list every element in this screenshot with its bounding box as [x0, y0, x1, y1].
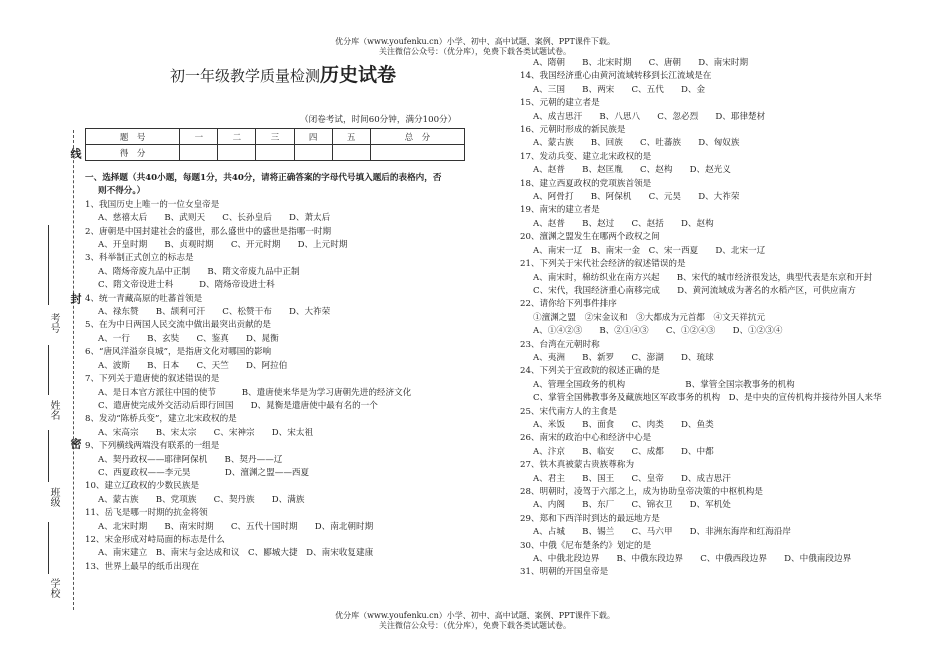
question-stem: 1、我国历史上唯一的一位女皇帝是: [85, 199, 220, 210]
side-feng: 封: [69, 293, 82, 304]
question-options: A、开皇时期 B、贞观时期 C、开元时期 D、上元时期: [98, 240, 348, 251]
question-options: A、波斯 B、日本 C、天竺 D、阿拉伯: [98, 360, 288, 371]
question-stem: 10、建立辽政权的少数民族是: [85, 481, 200, 492]
score-input-cell[interactable]: [218, 145, 256, 161]
question-options: A、赵普 B、赵匡胤 C、赵构 D、赵光义: [533, 165, 731, 176]
question-options: A、禄东赞 B、颉利可汗 C、松赞干布 D、大祚荣: [98, 307, 331, 318]
class-field[interactable]: [48, 430, 49, 482]
question-options: A、阿骨打 B、阿保机 C、元昊 D、大祚荣: [533, 192, 740, 203]
question-options: A、君主 B、国王 C、皇帝 D、成吉思汗: [533, 473, 731, 484]
name-field[interactable]: [48, 345, 49, 395]
score-input-cell[interactable]: [294, 145, 332, 161]
question-stem: 3、科举制正式创立的标志是: [85, 253, 194, 264]
title-prefix: 初一年级教学质量检测: [170, 67, 321, 85]
side-mi: 密: [69, 438, 82, 449]
question-stem: 7、下列关于遣唐使的叙述错误的是: [85, 374, 220, 385]
question-stem: 21、下列关于宋代社会经济的叙述错误的是: [520, 259, 686, 270]
right-column: [520, 57, 882, 580]
question-options: ①澶渊之盟 ②宋金议和 ③大都成为元首都 ④文天祥抗元: [533, 312, 766, 323]
side-xian: 线: [69, 148, 82, 159]
question-stem: 18、建立西夏政权的党项族首领是: [520, 178, 652, 189]
question-options: A、蒙古族 B、回族 C、吐蕃族 D、匈奴族: [533, 138, 740, 149]
label-school: 学校: [48, 578, 59, 598]
question-options: A、赵普 B、赵过 C、赵括 D、赵构: [533, 218, 714, 229]
question-options: C、宋代，我国经济重心南移完成 D、黄河流域成为著名的水稻产区，可供应南方: [533, 285, 856, 296]
question-stem: 2、唐朝是中国封建社会的盛世，那么盛世中的盛世是指哪一时期: [85, 226, 332, 237]
question-stem: 9、下列横线两端没有联系的一组是: [85, 441, 220, 452]
question-options: A、米饭 B、面食 C、肉类 D、鱼类: [533, 419, 714, 430]
question-options: A、隋朝 B、北宋时期 C、唐朝 D、南宋时期: [533, 58, 749, 68]
section-heading: 一、选择题（共40小题，每题1分，共40分，请将正确答案的字母代号填入题后的表格内，否: [85, 173, 442, 183]
question-stem: 14、我国经济重心由黄河流域转移到长江流域是在: [520, 71, 712, 82]
question-options: A、汴京 B、临安 C、成都 D、中都: [533, 446, 714, 457]
question-options: C、掌管全国佛教事务及藏族地区军政事务的机构 D、是中央的宣传机构并接待外国人来华: [533, 393, 882, 404]
question-options: A、三国 B、两宋 C、五代 D、金: [533, 84, 706, 95]
question-options: A、南宋一辽 B、南宋一金 C、宋一西夏 D、北宋一辽: [533, 245, 766, 256]
question-stem: 28、明朝时，凌驾于六部之上，成为协助皇帝决策的中枢机构是: [520, 487, 763, 497]
question-options: A、隋炀帝废九品中正制 B、隋文帝废九品中正制: [98, 266, 300, 277]
question-stem: 29、郑和下西洋时到达的最远地方是: [520, 513, 660, 524]
question-stem: 22、请你给下列事件排序: [520, 299, 617, 310]
question-stem: 6、“唐风洋溢奈良城”，是指唐文化对哪国的影响: [85, 347, 272, 358]
question-stem: 16、元朝时形成的新民族是: [520, 125, 626, 136]
score-cell: 三: [256, 129, 294, 145]
question-options: A、成吉思汗 B、八思八 C、忽必烈 D、耶律楚材: [533, 111, 766, 122]
score-input-cell[interactable]: [332, 145, 370, 161]
question-options: C、隋文帝设进士科 D、隋炀帝设进士科: [98, 280, 275, 291]
score-cell: 总 分: [370, 129, 464, 145]
question-options: A、管理全国政务的机构 B、掌管全国宗教事务的机构: [533, 379, 795, 390]
question-stem: 31、明朝的开国皇帝是: [520, 567, 609, 578]
question-options: A、夷洲 B、新罗 C、澎湖 D、琉球: [533, 352, 714, 363]
section-heading-cont: 则不得分。）: [98, 186, 146, 197]
score-input-cell[interactable]: [256, 145, 294, 161]
question-stem: 11、岳飞是哪一时期的抗金将领: [85, 508, 208, 519]
score-input-cell[interactable]: [370, 145, 464, 161]
label-exam-number: 考号: [48, 313, 59, 333]
title-main: 历史试卷: [320, 64, 397, 86]
question-stem: 17、发动兵变、建立北宋政权的是: [520, 151, 652, 162]
question-options: A、占城 B、锡兰 C、马六甲 D、非洲东海岸和红海沿岸: [533, 527, 792, 538]
exam-note: （闭卷考试，时间60分钟，满分100分）: [300, 115, 457, 125]
header-line-2: 关注微信公众号：（优分库），免费下载各类试题试卷。: [379, 47, 571, 56]
label-name: 姓名: [48, 400, 59, 420]
question-options: A、中俄北段边界 B、中俄东段边界 C、中俄西段边界 D、中俄南段边界: [533, 554, 852, 565]
header: [0, 37, 950, 57]
question-stem: 27、铁木真被蒙古贵族尊称为: [520, 460, 635, 471]
binding-line: [73, 130, 74, 610]
question-options: A、蒙古族 B、党项族 C、契丹族 D、满族: [98, 494, 305, 505]
question-options: A、北宋时期 B、南宋时期 C、五代十国时期 D、南北朝时期: [98, 521, 374, 532]
question-stem: 23、台湾在元朝时称: [520, 339, 600, 350]
school-field[interactable]: [48, 522, 49, 574]
left-column: [85, 172, 441, 574]
question-stem: 30、中俄《尼布楚条约》划定的是: [520, 540, 652, 551]
score-cell: 五: [332, 129, 370, 145]
left-question-list: [85, 199, 441, 574]
score-row-values: [86, 145, 465, 161]
exam-number-field[interactable]: [48, 225, 49, 305]
question-stem: 12、宋金形成对峙局面的标志是什么: [85, 534, 225, 545]
question-options: A、一行 B、玄奘 C、鉴真 D、晁衡: [98, 333, 279, 344]
question-options: A、南宋时，棉纺织业在南方兴起 B、宋代的城市经济很发达，典型代表是东京和开封: [533, 272, 873, 283]
question-stem: 8、发动“陈桥兵变”，建立北宋政权的是: [85, 414, 237, 425]
score-cell: 四: [294, 129, 332, 145]
question-options: A、南宋建立 B、南宋与金达成和议 C、郾城大捷 D、南宋收复建康: [98, 548, 374, 559]
label-class: 班级: [48, 487, 59, 507]
score-cell: 题 号: [86, 129, 180, 145]
question-options: A、①④②③ B、②①④③ C、①②④③ D、①②③④: [533, 326, 783, 337]
question-stem: 5、在为中日两国人民交流中做出最突出贡献的是: [85, 320, 271, 331]
question-options: A、内阁 B、东厂 C、锦衣卫 D、军机处: [533, 500, 731, 511]
score-table: [85, 128, 465, 161]
question-stem: 26、南宋的政治中心和经济中心是: [520, 433, 652, 444]
score-cell: 得 分: [86, 145, 180, 161]
score-cell: 一: [180, 129, 218, 145]
question-stem: 25、宋代南方人的主食是: [520, 406, 617, 417]
question-stem: 20、澶渊之盟发生在哪两个政权之间: [520, 232, 660, 243]
header-line-1: 优分库（www.youfenku.cn）小学、初中、高中试题、案例、PPT课件下载。: [335, 37, 615, 46]
right-question-list: [520, 57, 882, 580]
question-stem: 13、世界上最早的纸币出现在: [85, 561, 200, 572]
score-input-cell[interactable]: [180, 145, 218, 161]
footer-line-2: 关注微信公众号：（优分库），免费下载各类试题试卷。: [379, 621, 571, 630]
score-row-header: [86, 129, 465, 145]
score-cell: 二: [218, 129, 256, 145]
question-options: A、是日本官方派往中国的使节 B、遣唐使来华是为学习唐朝先进的经济文化: [98, 387, 412, 398]
question-stem: 15、元朝的建立者是: [520, 98, 600, 109]
question-options: A、宋高宗 B、宋太宗 C、宋神宗 D、宋太祖: [98, 427, 314, 438]
footer: [0, 611, 950, 631]
question-options: A、契丹政权——耶律阿保机 B、契丹——辽: [98, 454, 283, 465]
question-stem: 24、下列关于宣政院的叙述正确的是: [520, 366, 660, 377]
question-options: C、西夏政权——李元昊 D、澶渊之盟——西夏: [98, 467, 310, 478]
question-options: C、遣唐使完成外交活动后即行回国 D、晁衡是遣唐使中最有名的一个: [98, 400, 378, 411]
question-options: A、慈禧太后 B、武则天 C、长孙皇后 D、萧太后: [98, 213, 331, 224]
question-stem: 4、统一青藏高原的吐蕃首领是: [85, 293, 203, 304]
footer-line-1: 优分库（www.youfenku.cn）小学、初中、高中试题、案例、PPT课件下载。: [335, 611, 615, 620]
question-stem: 19、南宋的建立者是: [520, 205, 600, 216]
page-title: [170, 60, 396, 87]
